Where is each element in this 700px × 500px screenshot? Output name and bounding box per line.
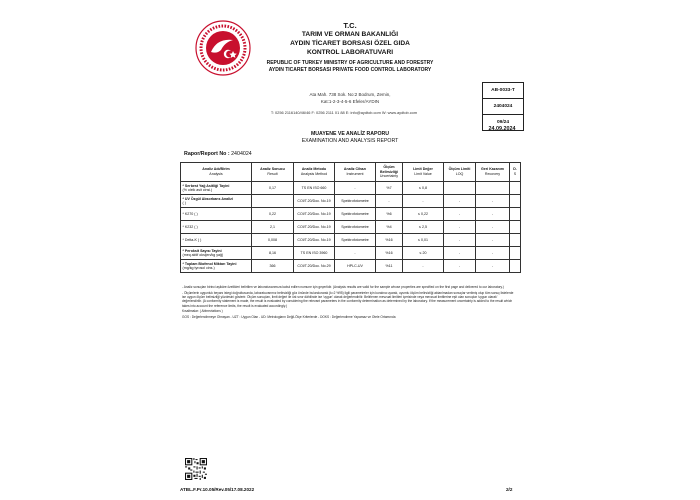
instrument-cell: Spektrofotometre — [335, 195, 376, 208]
instrument-cell: HPLC-UV — [335, 260, 376, 273]
method-cell: COI/T.20/Doc. No.29 — [294, 260, 335, 273]
report-number — [184, 151, 252, 157]
method-cell: TS EN ISO 660 — [294, 182, 335, 195]
table-row — [181, 208, 521, 221]
method-cell: COI/T.20/Doc. No.19 — [294, 234, 335, 247]
ministry-logo — [195, 20, 251, 76]
col-header-recovery: Geri Kazanım Recovery — [476, 163, 510, 182]
note-abbreviations: GOS : Değerlendirmeye Olmayan - UZT : Uygun Olan - UD: Metrologların Değil-Ölçe Kriterlerde - DOKS : Değerlendirme Yapamaz ve Otele Ortamında — [182, 314, 396, 319]
recovery-cell: - — [476, 221, 510, 234]
document-code: AB-0033-T — [483, 83, 523, 99]
result-cell — [252, 195, 294, 208]
table-row — [181, 234, 521, 247]
instrument-cell: Spektrofotometre — [335, 221, 376, 234]
method-cell: COI/T.20/Doc. No.19 — [294, 195, 335, 208]
recovery-cell: - — [476, 234, 510, 247]
analysis-name-cell: * Serbest Yağ Asitliği Tayini (% oleik asit cinsi.) — [181, 182, 252, 195]
col-header-loq: Ölçüm Limiti LOQ — [444, 163, 476, 182]
col-header-limit: Limit Değer Limit Value — [403, 163, 444, 182]
report-notes — [182, 285, 518, 321]
document-code-box — [482, 82, 524, 131]
analysis-name-cell: * Toplam Biofenol Miktarı Tayini (mg/kg tyrosol cins.) — [181, 260, 252, 273]
institution-title-line: KONTROL LABORATUVARI — [306, 49, 394, 56]
report-title-en: EXAMINATION AND ANALYSIS REPORT — [301, 138, 399, 144]
s-cell — [510, 247, 521, 260]
institution-title-tr — [250, 30, 450, 57]
qr-code-icon — [185, 458, 207, 480]
uncertainty-cell: %11 — [376, 260, 403, 273]
uncertainty-cell: %6 — [376, 208, 403, 221]
institution-title-en-line: REPUBLIC OF TURKEY MINISTRY OF AGRICULTURE AND FORESTRY — [266, 60, 434, 66]
recovery-cell — [476, 182, 510, 195]
note-paragraph: - Ölçümlerin uygunluk beyanı istegi doğrultusunda, laboratuvarımız belirsizliği göz önünde bulundurarak (k=2 %95) ilgili parametreler için kuralına uyarak, uyumlu ölçüm belirsizliği aktarılmadan sonuçlar verilmiş olup tüm sonuç listelerde ise uygun ölçüm belirsizliği yüzdesini gösterir. Ölçüm sonuçları, limit değeri ile üst sınır dâhilinde ise 'uygun' olarak değerlendirilir. Belirlenen mevzuat limitleri içerisinde veya mevzuat limitlerine eşit olan sonuçlar 'uygun olarak' değerlendirilir. (A conformity statement is made, the result is evaluated by considering the relevant parameters in the conformity determination as determined by the laboratory. If the measurement uncertainty is added to the result which takes into account the reference limits, the result is evaluated accordingly.) — [182, 290, 514, 308]
col-header-uncertainty: Ölçüm Belirsizliği Uncertainty — [376, 163, 403, 182]
s-cell — [510, 195, 521, 208]
limit-cell: ≤ 2,5 — [403, 221, 444, 234]
col-header-method: Analiz Metodu Analysis Method — [294, 163, 335, 182]
uncertainty-cell: %7 — [376, 182, 403, 195]
form-code: ATBL.F.Pr.10.05/Rev.05/17.08.2022 — [180, 487, 255, 492]
analysis-name-cell: * Delta-K ( ) — [181, 234, 252, 247]
analysis-name-cell: * UV Özgül Absorbans Analizi ( ) — [181, 195, 252, 208]
limit-cell: ≤ 20 — [403, 247, 444, 260]
loq-cell: - — [444, 195, 476, 208]
limit-cell: ≤ 0,22 — [403, 208, 444, 221]
recovery-cell: - — [476, 260, 510, 273]
report-date: 24.09.2024 — [488, 126, 516, 132]
uncertainty-cell: %16 — [376, 234, 403, 247]
page-number: 2/2 — [506, 487, 513, 492]
s-cell — [510, 182, 521, 195]
table-row — [181, 195, 521, 208]
uncertainty-cell: %16 — [376, 247, 403, 260]
s-cell — [510, 208, 521, 221]
col-header-s: D. S — [510, 163, 521, 182]
instrument-cell: - — [335, 247, 376, 260]
limit-cell: ≤ 0,01 — [403, 234, 444, 247]
recovery-cell: - — [476, 195, 510, 208]
result-cell: 0,17 — [252, 182, 294, 195]
institution-title-en-line: AYDIN TICARET BORSASI PRIVATE FOOD CONTROL LABORATORY — [268, 67, 432, 73]
result-cell: 366 — [252, 260, 294, 273]
report-title — [250, 131, 450, 145]
limit-cell: - — [403, 195, 444, 208]
uncertainty-cell: - — [376, 195, 403, 208]
s-cell — [510, 221, 521, 234]
note-paragraph: - Analiz sonuçları birinci aşikâre özelikleri belirtilen ve laboratuvarımıza kabul edilen numune için geçerlidir. (Analysis results are valid for the sample whose properties are specified on the first page and delivered to our laboratory.) — [182, 285, 504, 289]
analysis-name-cell: * Peroksit Sayısı Tayini (meq aktif oksijen/kg yağ) — [181, 247, 252, 260]
table-row — [181, 247, 521, 260]
table-row — [181, 260, 521, 273]
table-row — [181, 182, 521, 195]
recovery-cell: - — [476, 247, 510, 260]
uncertainty-cell: %4 — [376, 221, 403, 234]
col-header-instrument: Analiz Cihazı Instrument — [335, 163, 376, 182]
institution-title-line: TARIM VE ORMAN BAKANLIĞI — [301, 31, 399, 38]
method-cell: TS EN ISO 3960 — [294, 247, 335, 260]
loq-cell: - — [444, 221, 476, 234]
report-number-value: 2404024 — [231, 151, 252, 157]
instrument-cell: - — [335, 182, 376, 195]
loq-cell: - — [444, 208, 476, 221]
table-row — [181, 221, 521, 234]
method-cell: COI/T.20/Doc. No.19 — [294, 208, 335, 221]
address-line: Ata Mah. 738 Sok. No:2 Bodrum, Zemin, — [309, 92, 391, 97]
loq-cell — [444, 182, 476, 195]
result-cell: 2,1 — [252, 221, 294, 234]
instrument-cell: Spektrofotometre — [335, 208, 376, 221]
limit-cell: ≤ 0,8 — [403, 182, 444, 195]
table-header-row — [181, 163, 521, 182]
loq-cell: - — [444, 247, 476, 260]
document-number: 2404024 — [483, 99, 523, 115]
result-cell: 0,008 — [252, 234, 294, 247]
col-header-analysis: Analiz Adı/Birim Analysis — [181, 163, 252, 182]
recovery-cell: - — [476, 208, 510, 221]
institution-title-en — [250, 60, 450, 74]
document-period: 09/24 — [496, 120, 509, 125]
note-abbreviations-title: Kısaltmalar: ( Abbreviations ) — [182, 309, 223, 314]
analysis-name-cell: * K270 ( ) — [181, 208, 252, 221]
loq-cell: - — [444, 260, 476, 273]
s-cell — [510, 234, 521, 247]
s-cell — [510, 260, 521, 273]
address — [250, 92, 450, 105]
loq-cell: - — [444, 234, 476, 247]
institution-title-line: AYDIN TİCARET BORSASI ÖZEL GIDA — [290, 40, 410, 47]
result-cell: 0,22 — [252, 208, 294, 221]
limit-cell: - — [403, 260, 444, 273]
report-number-label: Rapor/Report No : — [184, 151, 230, 157]
analysis-name-cell: * K232 ( ) — [181, 221, 252, 234]
address-line: Kat:1-2-3-4-5-6 Efeler/AYDIN — [320, 98, 380, 104]
col-header-result: Analiz Sonucu Result — [252, 163, 294, 182]
instrument-cell: Spektrofotometre — [335, 234, 376, 247]
results-table — [180, 162, 521, 273]
result-cell: 8,16 — [252, 247, 294, 260]
report-title-tr: MUAYENE VE ANALİZ RAPORU — [310, 131, 389, 137]
tc-label: T.C. — [343, 21, 357, 30]
method-cell: COI/T.20/Doc. No.19 — [294, 221, 335, 234]
contact-line: T: 0256 2116140/46/46 F: 0256 2111 01 88 E: info@aydtob.com W: www.aydtob.com — [270, 110, 418, 115]
